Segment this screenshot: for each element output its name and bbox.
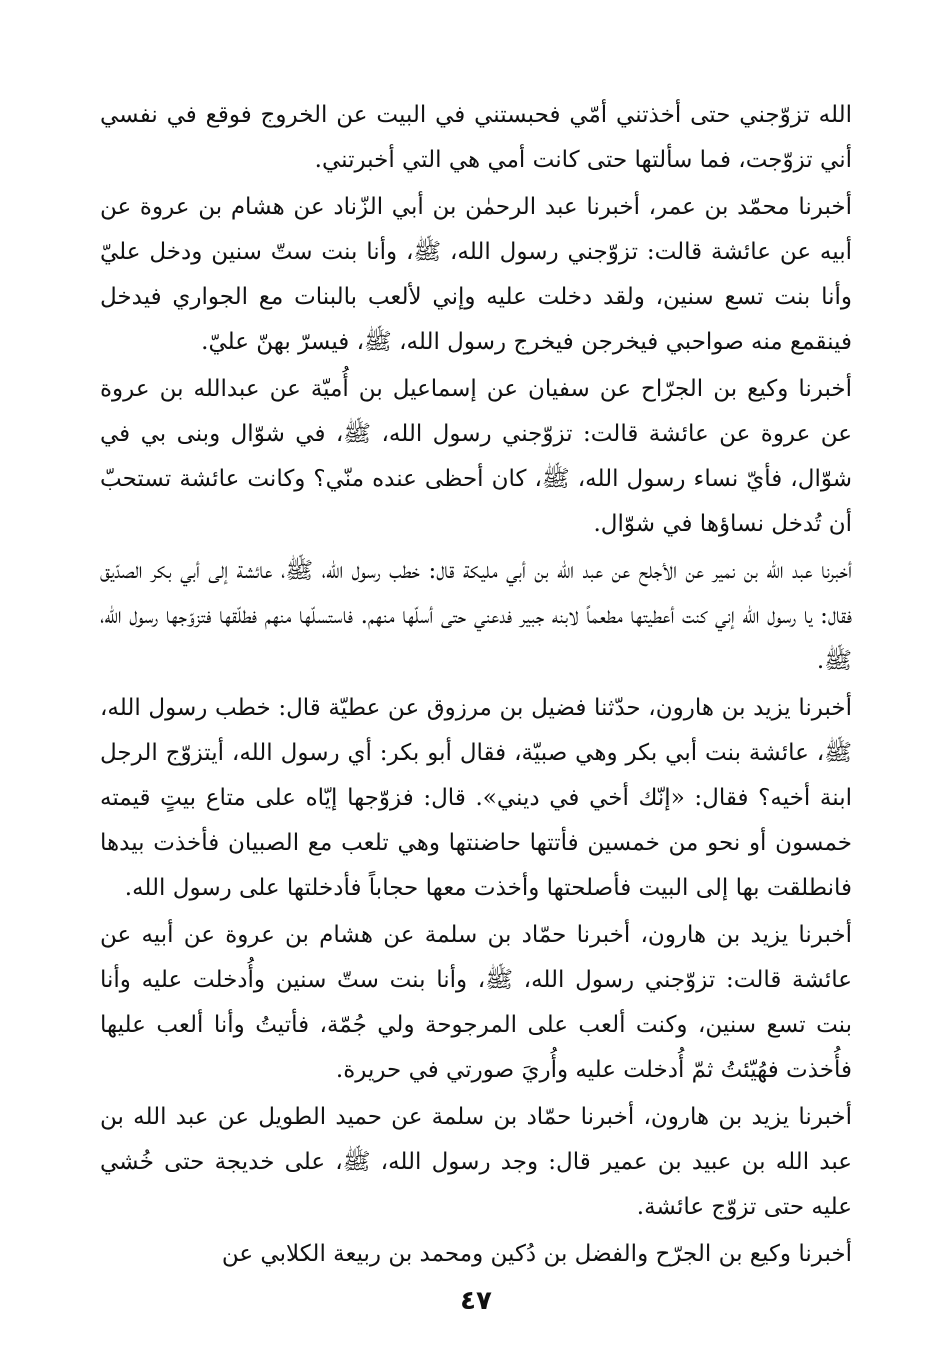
paragraph-hadith-6: أخبرنا يزيد بن هارون، أخبرنا حمّاد بن سلمة عن حميد الطويل عن عبد الله بن عبد الله بن عبيد بن عمير قال: وجد رسول الله، ﷺ، على خديجة حتى خُشي عليه حتى تزوّج عائشة.	[100, 1104, 852, 1220]
paragraph-continuation: الله تزوّجني حتى أخذتني أمّي فحبستني في البيت عن الخروج فوقع في نفسي أني تزوّجت، فما سألتها حتى كانت أمي هي التي أخبرتني.	[100, 102, 852, 173]
page-text-body	[100, 93, 852, 1279]
paragraph-hadith-7: أخبرنا وكيع بن الجرّح والفضل بن دُكين ومحمد بن ربيعة الكلابي عن	[221, 1241, 852, 1267]
paragraph-hadith-2: أخبرنا وكيع بن الجرّاح عن سفيان عن إسماعيل بن أُميّة عن عبدالله بن عروة عن عروة عن عائشة قالت: تزوّجني رسول الله، ﷺ، في شوّال وبنى بي في شوّال، فأيّ نساء رسول الله، ﷺ، كان أحظى عنده منّي؟ وكانت عائشة تستحبّ أن تُدخل نساؤها في شوّال.	[100, 376, 853, 537]
paragraph-hadith-1: أخبرنا محمّد بن عمر، أخبرنا عبد الرحمٰن بن أبي الزّناد عن هشام بن عروة عن أبيه عن عائشة قالت: تزوّجني رسول الله، ﷺ، وأنا بنت ستّ سنين ودخل عليّ وأنا بنت تسع سنين، ولقد دخلت عليه وإني لألعب بالبنات مع الجواري فيدخل فينقمع منه صواحبي فيخرجن فيخرج رسول الله، ﷺ، فيسرّ بهنّ عليّ.	[100, 194, 852, 355]
page-number: ٤٧	[460, 1286, 492, 1316]
paragraph-hadith-5: أخبرنا يزيد بن هارون، أخبرنا حمّاد بن سلمة عن هشام بن عروة عن أبيه عن عائشة قالت: تزوّجني رسول الله، ﷺ، وأنا بنت ستّ سنين وأُدخلت عليه وأنا بنت تسع سنين، وكنت ألعب على المرجوحة ولي جُمّة، فأتيتُ وأنا ألعب عليها فأُخذت فهُيّئتُ ثمّ أُدخلت عليه وأُريَ صورتي في حريرة.	[100, 922, 852, 1083]
paragraph-hadith-3: أخبرنا عبد الله بن نمير عن الأجلح عن عبد الله بن أبي مليكة قال: خطب رسول الله، ﷺ، عائشة إلى أبي بكر الصدّيق فقال: يا رسول الله إني كنت أعطيتها مطعماً لابنه جبير فدعني حتى أسلّها منهم. فاستسلّها منهم فطلّقها فتزوّجها رسول الله، ﷺ.	[100, 558, 852, 674]
paragraph-hadith-4: أخبرنا يزيد بن هارون، حدّثنا فضيل بن مرزوق عن عطيّة قال: خطب رسول الله، ﷺ، عائشة بنت أبي بكر وهي صبيّة، فقال أبو بكر: أي رسول الله، أيتزوّج الرجل ابنة أخيه؟ فقال: «إنّك أخي في ديني». قال: فزوّجها إيّاه على متاع بيتٍ قيمته خمسون أو نحو من خمسين فأتتها حاضنتها وهي تلعب مع الصبيان فأخذت بيدها فانطلقت بها إلى البيت فأصلحتها وأخذت معها حجاباً فأدخلتها على رسول الله.	[100, 695, 852, 901]
